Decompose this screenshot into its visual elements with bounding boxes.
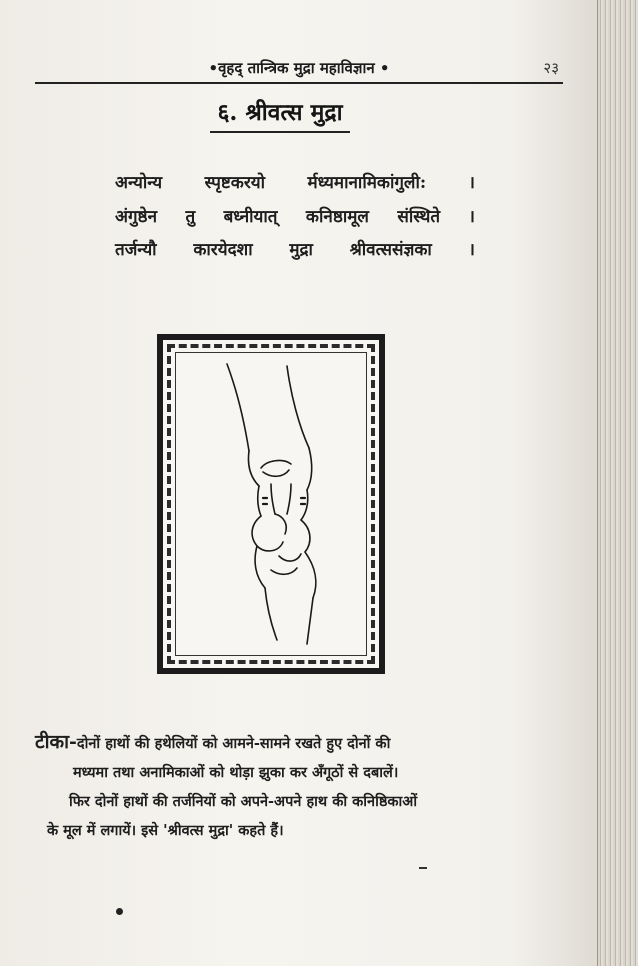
verse-line-3: तर्जन्यौ कारयेदशा मुद्रा श्रीवत्ससंज्ञका । xyxy=(115,240,475,260)
running-title: •वृहद् तान्त्रिक मुद्रा महाविज्ञान • xyxy=(208,59,390,77)
commentary-line-2: मध्यमा तथा अनामिकाओं को थोड़ा झुका कर अँगूठों से दबालें। xyxy=(73,764,399,781)
page-stack-edge xyxy=(597,0,638,966)
commentary-line-3: फिर दोनों हाथों की तर्जनियों को अपने-अपने हाथ की कनिष्ठिकाओं xyxy=(69,793,418,810)
verse-line-1: अन्योन्य स्पृष्टकरयो र्मध्यमानामिकांगुली: । xyxy=(115,173,475,193)
commentary-line-4: के मूल में लगायें। इसे 'श्रीवत्स मुद्रा' कहते हैं। xyxy=(47,822,284,839)
commentary-text-1: दोनों हाथों की हथेलियों को आमने-सामने रखते हुए दोनों की xyxy=(76,735,391,752)
stray-dot xyxy=(116,908,123,915)
page-number: २३ xyxy=(543,59,559,77)
stray-mark xyxy=(419,867,427,869)
commentary-block xyxy=(35,728,535,845)
commentary-label: टीका- xyxy=(35,731,77,753)
page-header xyxy=(35,56,563,84)
commentary-line-1 xyxy=(35,728,535,758)
illustration-frame xyxy=(157,334,385,674)
section-title: ६. श्रीवत्स मुद्रा xyxy=(210,95,350,133)
verse-line-2: अंगुष्ठेन तु बध्नीयात् कनिष्ठामूल संस्थिते । xyxy=(115,207,475,227)
hands-mudra-illustration xyxy=(179,356,363,652)
